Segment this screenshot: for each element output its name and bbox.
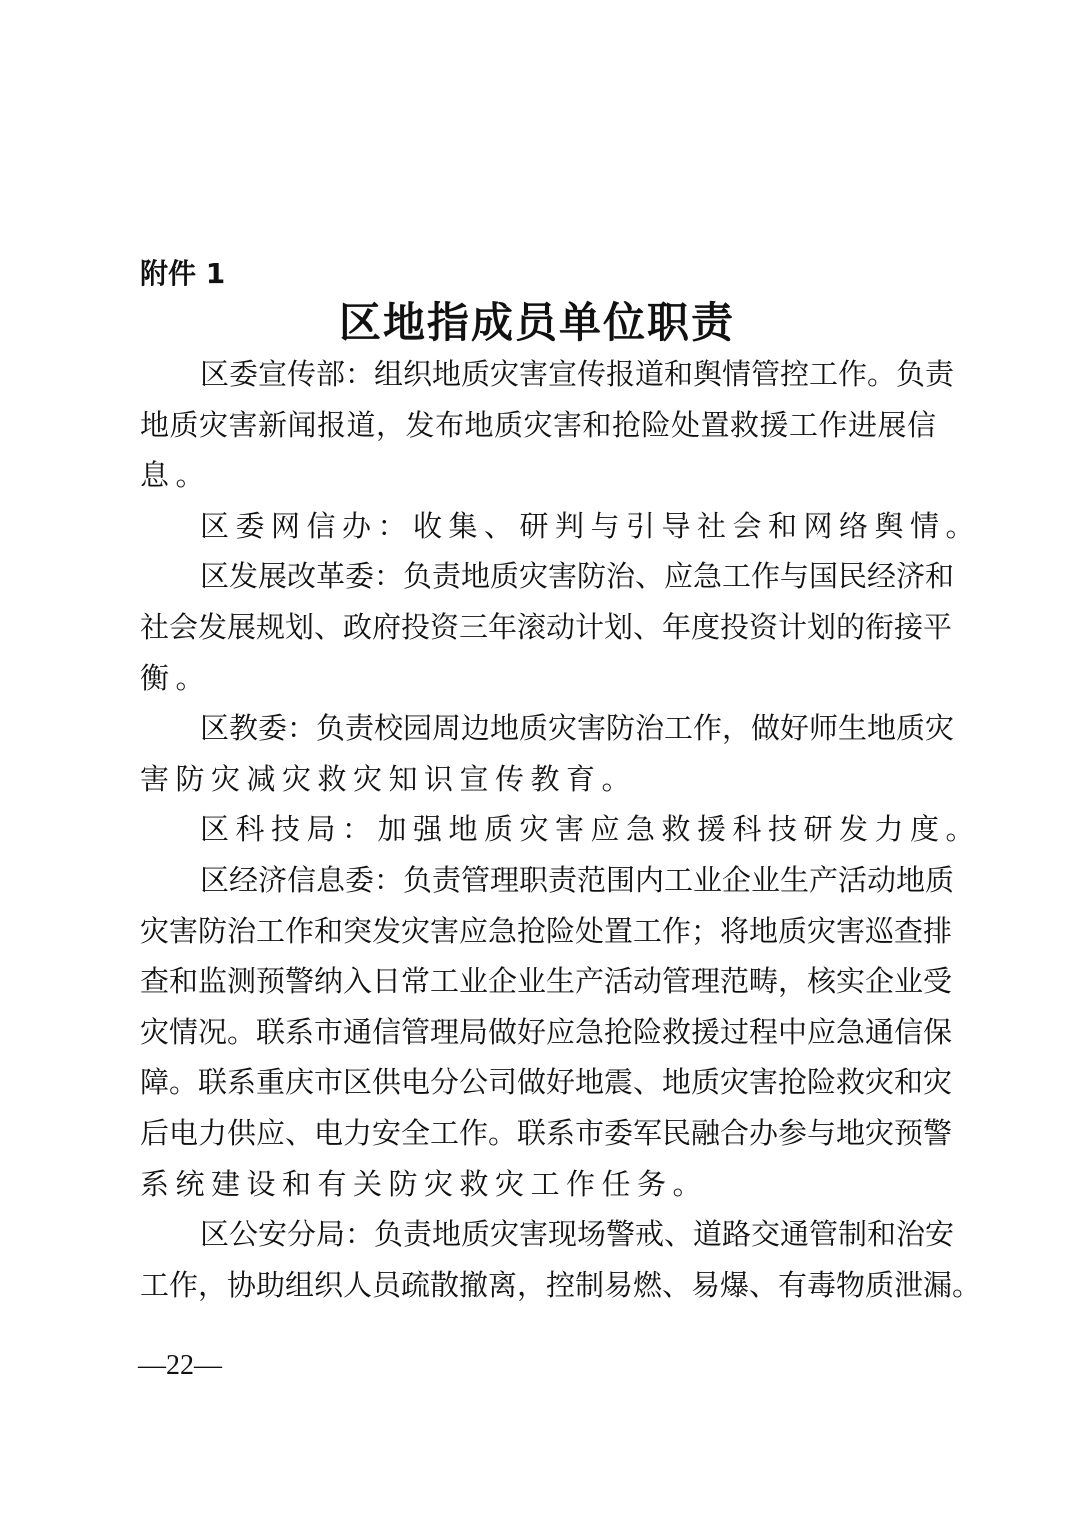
paragraph-line: 社会发展规划、政府投资三年滚动计划、年度投资计划的衔接平: [140, 609, 953, 644]
paragraph-line: 区发展改革委：负责地质灾害防治、应急工作与国民经济和: [200, 559, 955, 594]
attachment-label: 附件 1: [140, 257, 226, 290]
paragraph: [140, 804, 982, 855]
paragraph-line: 区教委：负责校园周边地质灾害防治工作，做好师生地质灾: [200, 711, 955, 746]
paragraph-line: 系统建设和有关防灾救灾工作任务。: [140, 1166, 709, 1201]
paragraph-line: 工作，协助组织人员疏散撤离，控制易燃、易爆、有毒物质泄漏。: [140, 1267, 982, 1302]
paragraph-line: 地质灾害新闻报道，发布地质灾害和抢险处置救援工作进展信: [140, 407, 936, 442]
document-body: [140, 349, 982, 1310]
paragraph: [140, 349, 955, 501]
paragraph-line: 区公安分局：负责地质灾害现场警戒、道路交通管制和治安: [200, 1217, 955, 1252]
paragraph-line: 灾害防治工作和突发灾害应急抢险处置工作；将地质灾害巡查排: [140, 913, 953, 948]
paragraph: [140, 703, 955, 804]
paragraph-line: 害防灾减灾救灾知识宣传教育。: [140, 761, 638, 796]
paragraph-line: 区科技局：加强地质灾害应急救援科技研发力度。: [200, 812, 982, 847]
paragraph-line: 息。: [140, 458, 212, 493]
paragraph-line: 区委网信办：收集、研判与引导社会和网络舆情。: [200, 508, 982, 543]
paragraph-line: 衡。: [140, 660, 212, 695]
paragraph: [140, 855, 955, 1209]
page-title: 区地指成员单位职责: [338, 298, 735, 347]
paragraph-line: 障。联系重庆市区供电分公司做好地震、地质灾害抢险救灾和灾: [140, 1065, 953, 1100]
page-number: —22—: [138, 1350, 222, 1381]
paragraph-line: 区委宣传部：组织地质灾害宣传报道和舆情管控工作。负责: [200, 357, 955, 391]
paragraph: [140, 1209, 982, 1310]
paragraph-line: 区经济信息委：负责管理职责范围内工业企业生产活动地质: [200, 862, 955, 897]
paragraph: [140, 501, 982, 552]
paragraph-line: 后电力供应、电力安全工作。联系市委军民融合办参与地灾预警: [140, 1115, 953, 1150]
paragraph-line: 查和监测预警纳入日常工业企业生产活动管理范畴，核实企业受: [140, 964, 953, 999]
paragraph: [140, 551, 955, 703]
paragraph-line: 灾情况。联系市通信管理局做好应急抢险救援过程中应急通信保: [140, 1014, 953, 1049]
